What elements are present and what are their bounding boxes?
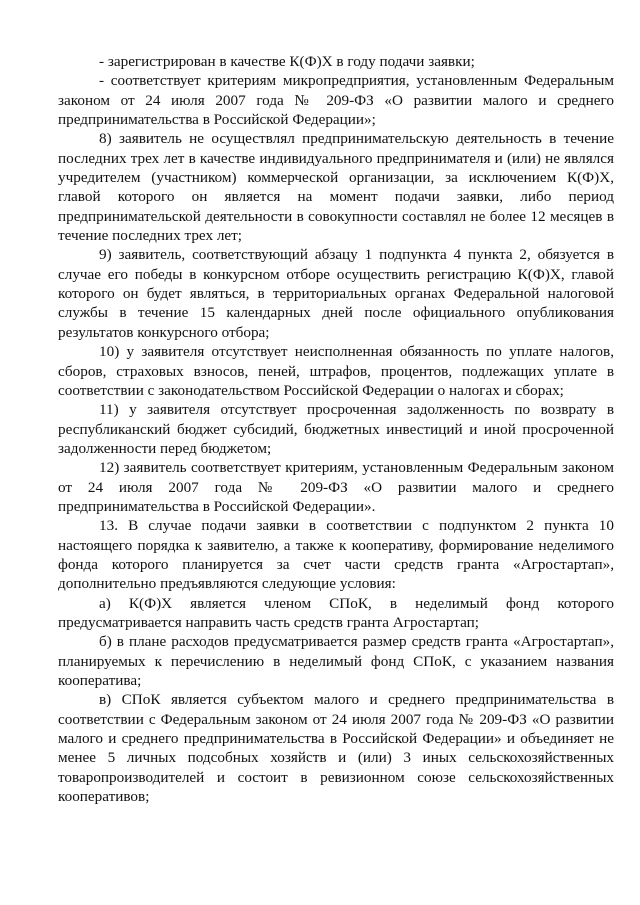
section-13: 13. В случае подачи заявки в соответствии с подпунктом 2 пункта 10 настоящего порядка к заявителю, а также к кооперативу, формирование неделимого фонда которого планируется за счет части средств гранта «Агростартап», дополнительно предъявляются следующие условия: xyxy=(58,517,614,593)
subitem-b: б) в плане расходов предусматривается размер средств гранта «Агростартап», планируемых к перечислению в неделимый фонд СПоК, с указанием названия кооператива; xyxy=(58,633,614,689)
subitem-v: в) СПоК является субъектом малого и среднего предпринимательства в соответствии с Федеральным законом от 24 июля 2007 года № 209-ФЗ «О развитии малого и среднего предпринимательства в Российской Федерации» и объединяет не менее 5 личных подсобных хозяйств и (или) 3 иных сельскохозяйственных товаропроизводителей и состоит в ревизионном союзе сельскохозяйственных кооперативов; xyxy=(58,691,614,806)
subitem-a: а) К(Ф)Х является членом СПоК, в неделимый фонд которого предусматривается направить часть средств гранта Агростартап; xyxy=(58,594,614,631)
paragraph-item-8: 8) заявитель не осуществлял предпринимательскую деятельность в течение последних трех лет в качестве индивидуального предпринимателя и (или) не являлся учредителем (участником) коммерческой организации, за исключением К(Ф)Х, главой которого он является на момент подачи заявки, либо период предпринимательской деятельности в совокупности составлял не более 12 месяцев в течение последних трех лет; xyxy=(58,130,614,245)
paragraph-item-11: 11) у заявителя отсутствует просроченная задолженность по возврату в республиканский бюджет субсидий, бюджетных инвестиций и иной просроченной задолженности перед бюджетом; xyxy=(58,401,614,457)
list-item-registered: - зарегистрирован в качестве К(Ф)Х в году подачи заявки; xyxy=(99,53,475,70)
document-page xyxy=(58,52,614,806)
list-item-micro-enterprise: - соответствует критериям микропредприятия, установленным Федеральным законом от 24 июля 2007 года № 209-ФЗ «О развитии малого и среднего предпринимательства в Российской Федерации»; xyxy=(58,72,614,129)
paragraph-item-12: 12) заявитель соответствует критериям, установленным Федеральным законом от 24 июля 2007 года № 209-ФЗ «О развитии малого и среднего предпринимательства в Российской Федерации». xyxy=(58,459,614,515)
paragraph-item-9: 9) заявитель, соответствующий абзацу 1 подпункта 4 пункта 2, обязуется в случае его победы в конкурсном отборе осуществить регистрацию К(Ф)Х, главой которого он будет являться, в территориальных органах Федеральной налоговой службы в течение 15 календарных дней после официального опубликования результатов конкурсного отбора; xyxy=(58,246,614,341)
paragraph-item-10: 10) у заявителя отсутствует неисполненная обязанность по уплате налогов, сборов, страховых взносов, пеней, штрафов, процентов, подлежащих уплате в соответствии с законодательством Российской Федерации о налогах и сборах; xyxy=(58,343,614,399)
